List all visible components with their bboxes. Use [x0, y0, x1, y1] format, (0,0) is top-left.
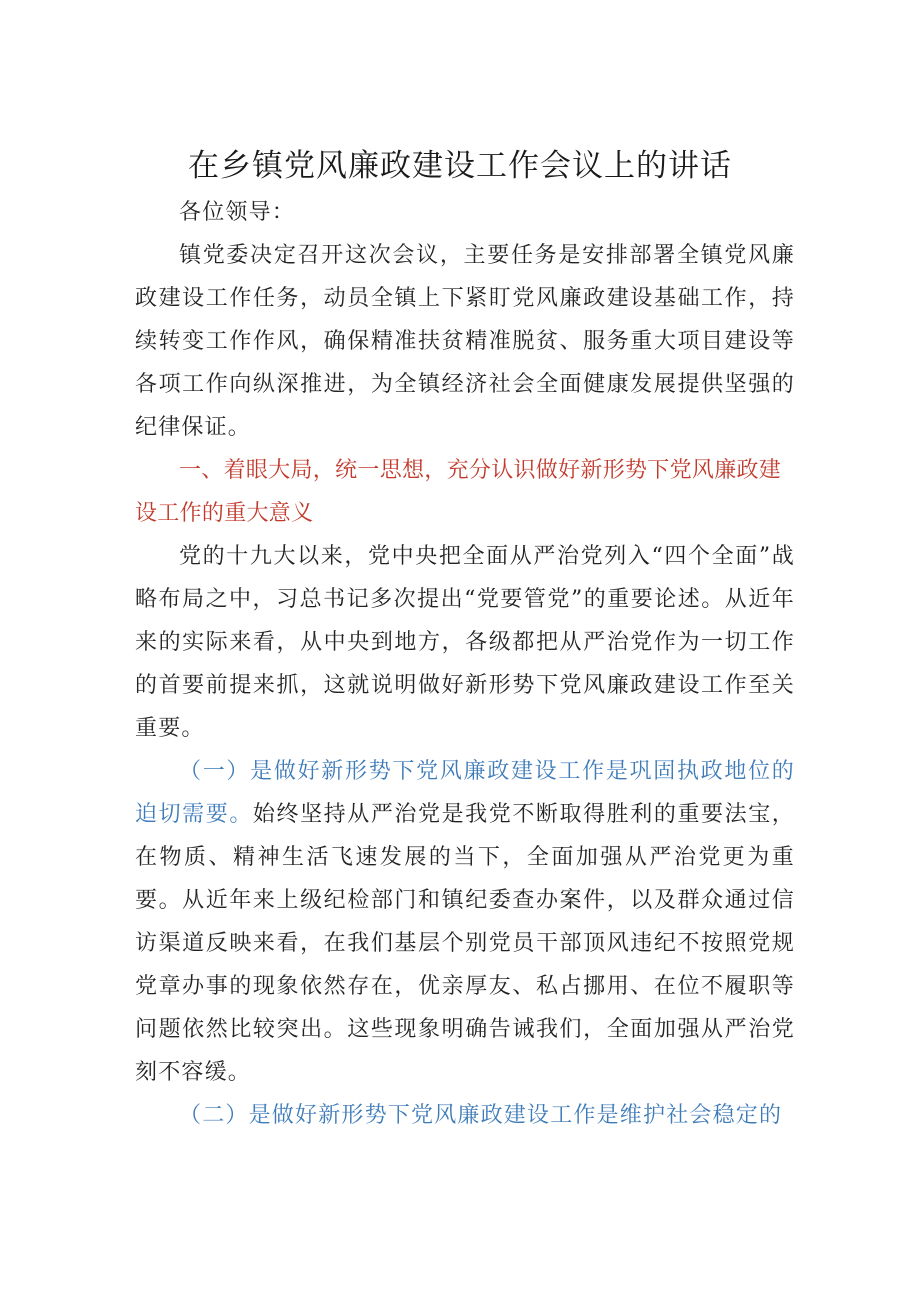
item-1-text: 始终坚持从严治党是我党不断取得胜利的重要法宝，在物质、精神生活飞速发展的当下，全面加强从严治党更为重要。从近年来上级纪检部门和镇纪委查办案件，以及群众通过信访渠道反映来看，在我们基层个别党员干部顶风违纪不按照党规党章办事的现象依然存在，优亲厚友、私占挪用、在位不履职等问题依然比较突出。这些现象明确告诫我们，全面加强从严治党刻不容缓。 [135, 802, 795, 1085]
salutation: 各位领导： [179, 200, 296, 225]
section-1-paragraph: 党的十九大以来，党中央把全面从严治党列入“四个全面”战略布局之中，习总书记多次提出“党要管党”的重要论述。从近年来的实际来看，从中央到地方，各级都把从严治党作为一切工作的首要前提来抓，这就说明做好新形势下党风廉政建设工作至关重要。 [135, 544, 795, 741]
intro-paragraph: 镇党委决定召开这次会议，主要任务是安排部署全镇党风廉政建设工作任务，动员全镇上下紧盯党风廉政建设基础工作，持续转变工作作风，确保精准扶贫精准脱贫、服务重大项目建设等各项工作向纵深推进，为全镇经济社会全面健康发展提供坚强的纪律保证。 [135, 243, 795, 440]
item-1-paragraph [135, 750, 795, 1094]
item-2-paragraph [135, 1094, 795, 1137]
item-2-heading: （二）是做好新形势下党风廉政建设工作是维护社会稳定的 [179, 1103, 783, 1128]
item-1-heading: （一）是做好新形势下党风廉政建设工作是巩固执政地位的迫切需要。 [135, 759, 795, 827]
document-title: 在乡镇党风廉政建设工作会议上的讲话 [188, 148, 732, 184]
section-heading-1: 一、着眼大局，统一思想，充分认识做好新形势下党风廉政建设工作的重大意义 [135, 458, 782, 526]
document-body [135, 191, 795, 1137]
